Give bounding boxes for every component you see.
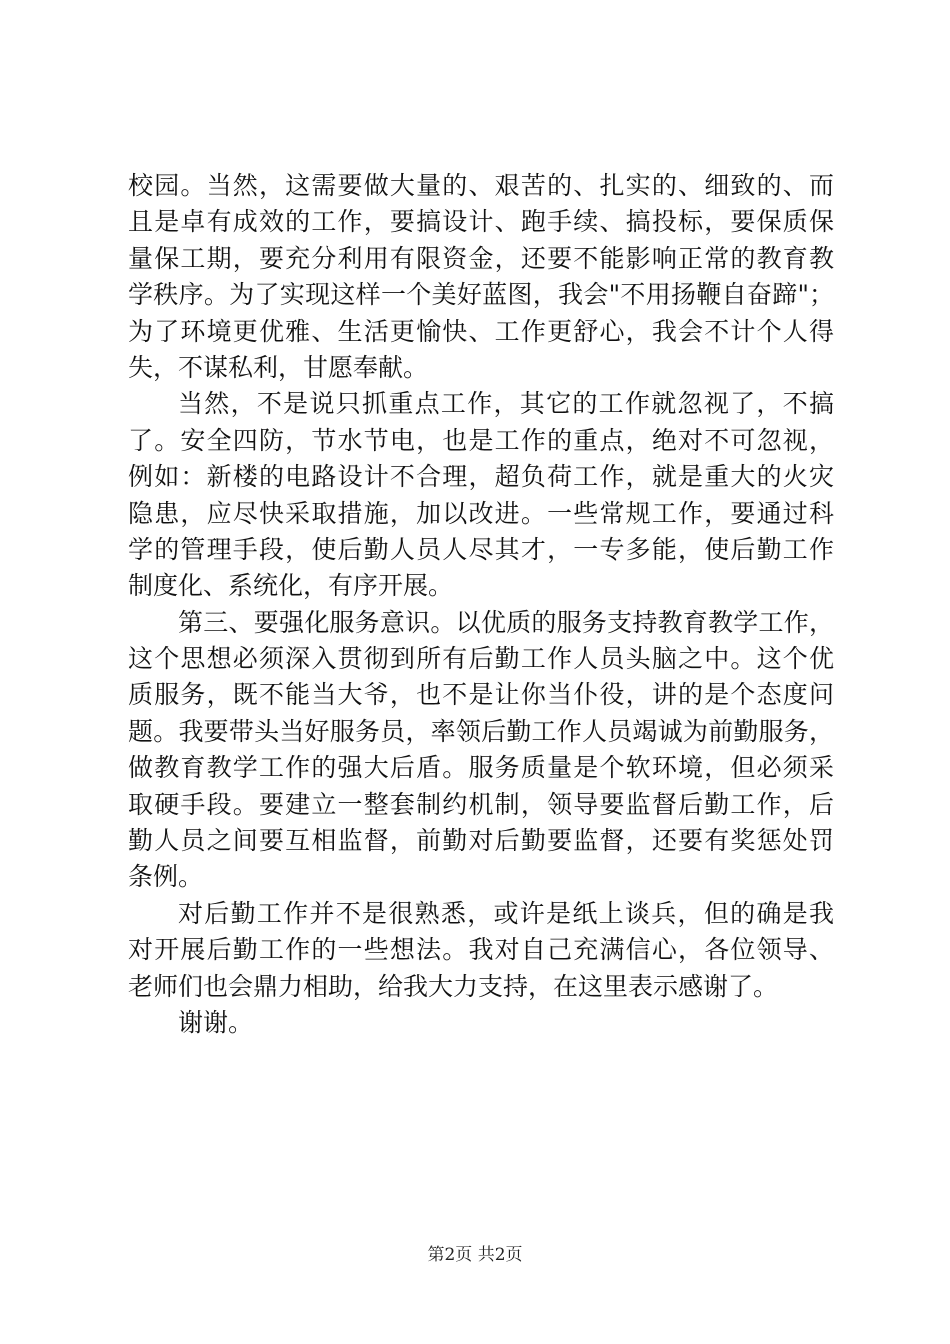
text-line: 第三、要强化服务意识。以优质的服务支持教育教学工作， [178,607,834,637]
text-line: 质服务，既不能当大爷，也不是让你当仆役，讲的是个态度问 [128,680,834,710]
text-line: 做教育教学工作的强大后盾。服务质量是个软环境，但必须采 [128,753,834,783]
text-line: 老师们也会鼎力相助，给我大力支持，在这里表示感谢了。 [128,971,779,1001]
text-line: 为了环境更优雅、生活更愉快、工作更舒心，我会不计个人得 [128,316,834,346]
text-line: 条例。 [128,862,204,892]
document-body [128,168,834,1041]
text-line: 学秩序。为了实现这样一个美好蓝图，我会"不用扬鞭自奋蹄"； [128,280,834,310]
text-line: 量保工期，要充分利用有限资金，还要不能影响正常的教育教 [128,243,834,273]
text-line: 取硬手段。要建立一整套制约机制，领导要监督后勤工作，后 [128,789,834,819]
text-line: 题。我要带头当好服务员，率领后勤工作人员竭诚为前勤服务， [128,716,834,746]
text-line: 对开展后勤工作的一些想法。我对自己充满信心，各位领导、 [128,935,834,965]
text-line: 例如：新楼的电路设计不合理，超负荷工作，就是重大的火灾 [128,462,834,492]
text-line: 校园。当然，这需要做大量的、艰苦的、扎实的、细致的、而 [128,171,834,200]
text-line: 学的管理手段，使后勤人员人尽其才，一专多能，使后勤工作 [128,534,834,564]
text-line: 隐患，应尽快采取措施，加以改进。一些常规工作，要通过科 [128,498,834,528]
text-line: 当然，不是说只抓重点工作，其它的工作就忽视了，不搞 [178,389,834,419]
text-line: 谢谢。 [178,1007,254,1037]
text-line: 对后勤工作并不是很熟悉，或许是纸上谈兵，但的确是我 [178,898,834,928]
text-line: 制度化、系统化，有序开展。 [128,571,454,601]
page-footer: 第2页 共2页 [427,1245,523,1265]
text-line: 失，不谋私利，甘愿奉献。 [128,352,429,382]
text-line: 这个思想必须深入贯彻到所有后勤工作人员头脑之中。这个优 [128,644,834,674]
text-line: 了。安全四防，节水节电，也是工作的重点，绝对不可忽视， [128,425,834,455]
text-line: 且是卓有成效的工作，要搞设计、跑手续、搞投标，要保质保 [128,207,834,237]
text-line: 勤人员之间要互相监督，前勤对后勤要监督，还要有奖惩处罚 [128,826,834,856]
